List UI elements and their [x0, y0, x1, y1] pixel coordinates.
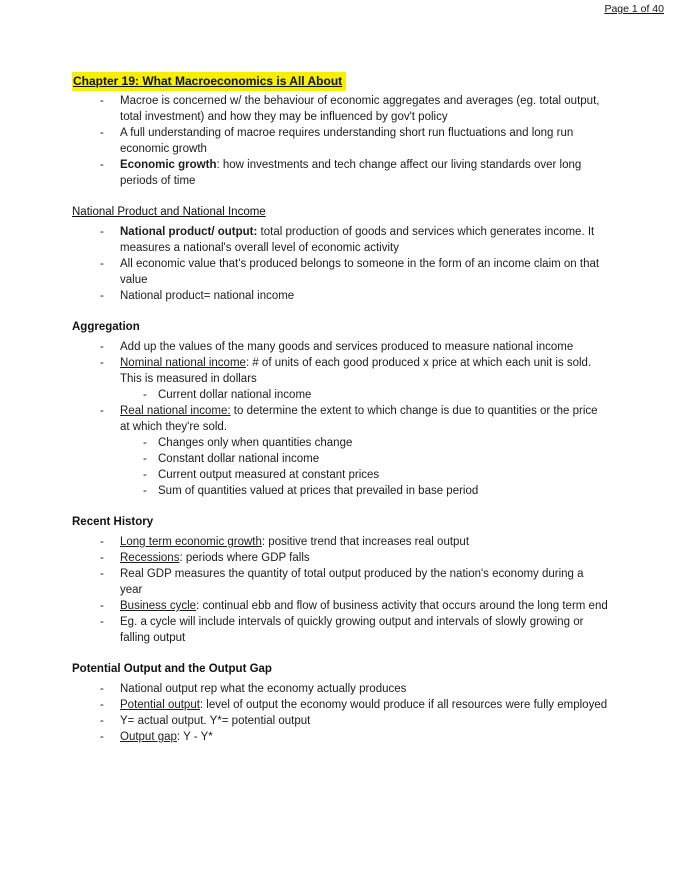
item-text [120, 226, 594, 254]
section [72, 205, 608, 304]
text-run: : positive trend that increases real output [261, 536, 470, 548]
list-item [72, 256, 608, 288]
item-text [120, 341, 573, 353]
item-text: Current output measured at constant prices [158, 469, 380, 481]
sub-list-item [120, 435, 608, 451]
list-item [72, 614, 608, 646]
text-run: : Y - Y* [176, 731, 213, 743]
item-text [120, 405, 598, 433]
notes-content [72, 72, 608, 745]
text-run: Real GDP measures the quantity of total output produced by the nation's economy during a year [120, 568, 584, 596]
bullet-list [72, 339, 608, 499]
item-text [120, 290, 294, 302]
sub-list-item [120, 451, 608, 467]
text-run: to determine the extent to which change is due to quantities or the price at which they're sold. [120, 405, 598, 433]
text-run: National product= national income [120, 290, 295, 302]
bullet-marker: - [143, 389, 147, 401]
item-text: Sum of quantities valued at prices that prevailed in base period [158, 485, 479, 497]
text-run: total production of goods and services which generates income. It measures a national's overall level of economic activity [120, 226, 595, 254]
bullet-marker: - [100, 226, 104, 238]
text-run: Potential output [120, 699, 200, 711]
bullet-marker: - [100, 290, 104, 302]
item-text [120, 568, 584, 596]
bullet-marker: - [100, 552, 104, 564]
bullet-marker: - [100, 683, 104, 695]
text-run: All economic value that's produced belongs to someone in the form of an income claim on that value [120, 258, 600, 286]
text-run: Nominal national income [120, 357, 246, 369]
text-run: Add up the values of the many goods and services produced to measure national income [120, 341, 574, 353]
section-heading: National Product and National Income [72, 206, 266, 218]
bullet-marker: - [143, 469, 147, 481]
text-run: Long term economic growth [120, 536, 262, 548]
list-item [72, 566, 608, 598]
list-item [72, 93, 608, 125]
text-run: : level of output the economy would produce if all resources were fully employed [199, 699, 608, 711]
item-text [120, 683, 406, 695]
bullet-list [72, 93, 608, 189]
list-item [72, 729, 608, 745]
item-text [120, 552, 310, 564]
item-text [120, 715, 310, 727]
list-item [72, 288, 608, 304]
list-item [72, 550, 608, 566]
bullet-marker: - [100, 341, 104, 353]
text-run: A full understanding of macroe requires understanding short run fluctuations and long run economic growth [120, 127, 574, 155]
list-item [72, 403, 608, 499]
bullet-list [72, 681, 608, 745]
sub-list-item [120, 467, 608, 483]
bullet-marker: - [100, 95, 104, 107]
item-text: Constant dollar national income [158, 453, 320, 465]
section-heading: Recent History [72, 516, 154, 528]
text-run: Y= actual output. Y*= potential output [120, 715, 311, 727]
section-heading: Potential Output and the Output Gap [72, 663, 272, 675]
text-run: : # of units of each good produced x price at which each unit is sold. This is measured in dollars [120, 357, 592, 385]
list-item [72, 681, 608, 697]
item-text [120, 699, 607, 711]
item-text [120, 127, 573, 155]
item-text [120, 536, 469, 548]
item-text [120, 616, 583, 644]
text-run: : periods where GDP falls [179, 552, 310, 564]
sub-list-item [120, 483, 608, 499]
sub-bullet-list [120, 435, 608, 499]
bullet-marker: - [100, 699, 104, 711]
section-heading: Chapter 19: What Macroeconomics is All About [72, 72, 346, 91]
text-run: Recessions [120, 552, 180, 564]
bullet-marker: - [100, 127, 104, 139]
bullet-marker: - [100, 568, 104, 580]
list-item [72, 339, 608, 355]
bullet-marker: - [100, 731, 104, 743]
item-text [120, 95, 599, 123]
sub-bullet-list [120, 387, 608, 403]
list-item [72, 224, 608, 256]
bullet-marker: - [100, 536, 104, 548]
text-run: Economic growth [120, 159, 217, 171]
section [72, 72, 608, 189]
text-run: National product/ output: [120, 226, 258, 238]
text-run: : how investments and tech change affect our living standards over long periods of time [120, 159, 582, 187]
bullet-list [72, 534, 608, 646]
bullet-marker: - [100, 258, 104, 270]
bullet-marker: - [100, 159, 104, 171]
text-run: Output gap [120, 731, 177, 743]
item-text [120, 159, 581, 187]
section-heading: Aggregation [72, 321, 140, 333]
bullet-marker: - [143, 453, 147, 465]
bullet-marker: - [100, 405, 104, 417]
item-text: Changes only when quantities change [158, 437, 353, 449]
text-run: Eg. a cycle will include intervals of quickly growing output and intervals of slowly growing or falling output [120, 616, 584, 644]
bullet-marker: - [100, 357, 104, 369]
section [72, 662, 608, 745]
item-text [120, 357, 591, 385]
text-run: Macroe is concerned w/ the behaviour of economic aggregates and averages (eg. total output, total investment) and how they may be influenced by gov't policy [120, 95, 600, 123]
item-text [120, 600, 608, 612]
sub-list-item [120, 387, 608, 403]
text-run: : continual ebb and flow of business activity that occurs around the long term end [196, 600, 608, 612]
list-item [72, 125, 608, 157]
list-item [72, 355, 608, 403]
text-run: National output rep what the economy actually produces [120, 683, 407, 695]
text-run: Business cycle [120, 600, 197, 612]
list-item [72, 157, 608, 189]
list-item [72, 534, 608, 550]
bullet-list [72, 224, 608, 304]
bullet-marker: - [100, 600, 104, 612]
bullet-marker: - [100, 715, 104, 727]
text-run: Real national income: [120, 405, 231, 417]
bullet-marker: - [143, 437, 147, 449]
item-text [120, 731, 213, 743]
list-item [72, 598, 608, 614]
list-item [72, 697, 608, 713]
item-text: Current dollar national income [158, 389, 312, 401]
section [72, 320, 608, 499]
section [72, 515, 608, 646]
bullet-marker: - [143, 485, 147, 497]
item-text [120, 258, 599, 286]
page-number: Page 1 of 40 [604, 3, 664, 15]
bullet-marker: - [100, 616, 104, 628]
list-item [72, 713, 608, 729]
